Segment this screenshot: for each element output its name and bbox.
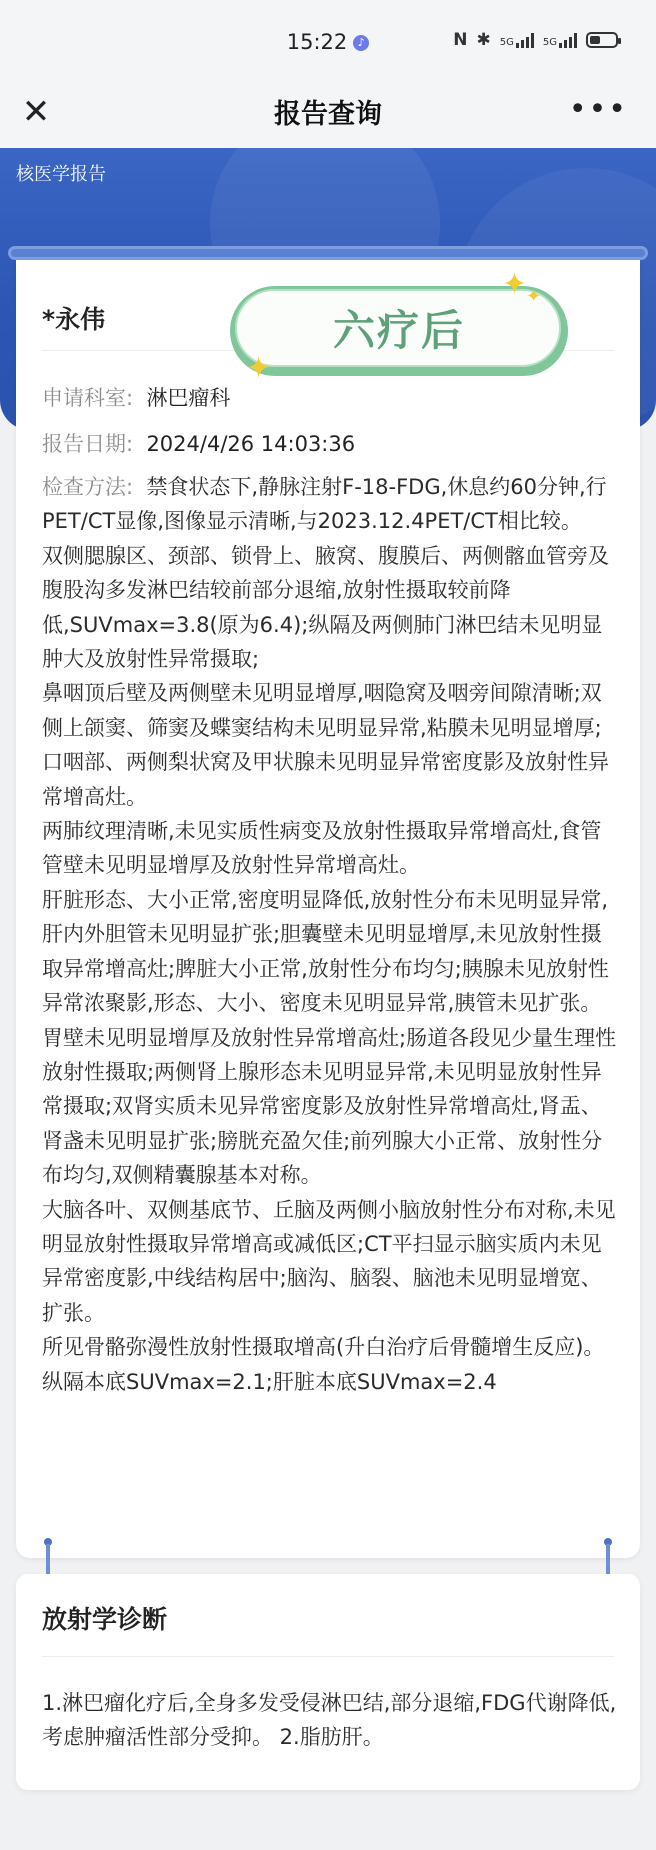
diagnosis-text: 1.淋巴瘤化疗后,全身多发受侵淋巴结,部分退缩,FDG代谢降低,考虑肿瘤活性部分受抑。 2.脂肪肝。 [42, 1691, 617, 1750]
date-value: 2024/4/26 14:03:36 [146, 432, 356, 456]
bluetooth-icon: ✱ [476, 30, 491, 50]
ticket-slot [8, 246, 648, 260]
divider [42, 1656, 614, 1657]
department-label: 申请科室: [42, 386, 134, 410]
sparkle-icon: ✦ [526, 286, 542, 307]
method-label: 检查方法: [42, 475, 134, 499]
date-label: 报告日期: [42, 432, 134, 456]
finding-paragraph: 鼻咽顶后壁及两侧壁未见明显增厚,咽隐窝及咽旁间隙清晰;双侧上颌窦、筛窦及蝶窦结构未见明显异常,粘膜未见明显增厚;口咽部、两侧梨状窝及甲状腺未见明显异常密度影及放射性异常增高灶。 [42, 681, 609, 809]
sparkle-icon: ✦ [246, 351, 272, 386]
exam-method [42, 470, 622, 1399]
sticker-text: 六疗后 [332, 306, 465, 355]
method-intro: 禁食状态下,静脉注射F-18-FDG,休息约60分钟,行PET/CT显像,图像显示清晰,与2023.12.4PET/CT相比较。 [42, 475, 607, 534]
sparkle-icon: ✦ [502, 267, 528, 302]
nfc-icon: N [453, 30, 468, 50]
music-icon: ♪ [353, 35, 369, 51]
diagnosis-title: 放射学诊断 [42, 1605, 168, 1634]
close-icon[interactable]: ✕ [21, 92, 51, 132]
finding-paragraph: 大脑各叶、双侧基底节、丘脑及两侧小脑放射性分布对称,未见明显放射性摄取异常增高或减低区;CT平扫显示脑实质内未见异常密度影,中线结构居中;脑沟、脑裂、脑池未见明显增宽、扩张。 [42, 1197, 616, 1325]
date-row [42, 428, 355, 458]
status-bar [0, 0, 656, 88]
clock: 15:22 [286, 30, 348, 54]
department-row [42, 382, 230, 412]
finding-paragraph: 所见骨骼弥漫性放射性摄取增高(升白治疗后骨髓增生反应)。 [42, 1335, 605, 1360]
treatment-sticker [230, 267, 568, 386]
nav-bar [0, 78, 656, 148]
page-title: 报告查询 [274, 99, 382, 130]
5g-signal-icon: 5G [543, 32, 577, 48]
patient-name: *永伟 [42, 305, 106, 334]
finding-paragraph: 肝脏形态、大小正常,密度明显降低,放射性分布未见明显异常,肝内外胆管未见明显扩张;胆囊壁未见明显增厚,未见放射性摄取异常增高灶;脾脏大小正常,放射性分布均匀;胰腺未见放射性异常浓聚影,形态、大小、密度未见明显异常,胰管未见扩张。胃壁未见明显增厚及放射性异常增高灶;肠道各段见少量生理性放射性摄取;两侧肾上腺形态未见明显异常,未见明显放射性异常摄取;双肾实质未见异常密度影及放射性异常增高灶,肾盂、肾盏未见明显扩张;膀胱充盈欠佳;前列腺大小正常、放射性分布均匀,双侧精囊腺基本对称。 [42, 887, 617, 1188]
report-card [16, 252, 640, 1558]
5g-signal-icon: 5G [500, 32, 534, 48]
more-icon[interactable]: ••• [568, 92, 628, 127]
finding-paragraph: 纵隔本底SUVmax=2.1;肝脏本底SUVmax=2.4 [42, 1369, 497, 1394]
battery-icon [586, 32, 618, 48]
status-icons [453, 30, 618, 50]
department-value: 淋巴瘤科 [146, 386, 231, 410]
finding-paragraph: 双侧腮腺区、颈部、锁骨上、腋窝、腹膜后、两侧髂血管旁及腹股沟多发淋巴结较前部分退缩,放射性摄取较前降低,SUVmax=3.8(原为6.4);纵隔及两侧肺门淋巴结未见明显肿大及放射性异常摄取; [42, 543, 609, 672]
finding-paragraph: 两肺纹理清晰,未见实质性病变及放射性摄取异常增高灶,食管管壁未见明显增厚及放射性异常增高灶。 [42, 819, 602, 878]
report-type-label: 核医学报告 [16, 164, 106, 185]
diagnosis-card [16, 1574, 640, 1790]
